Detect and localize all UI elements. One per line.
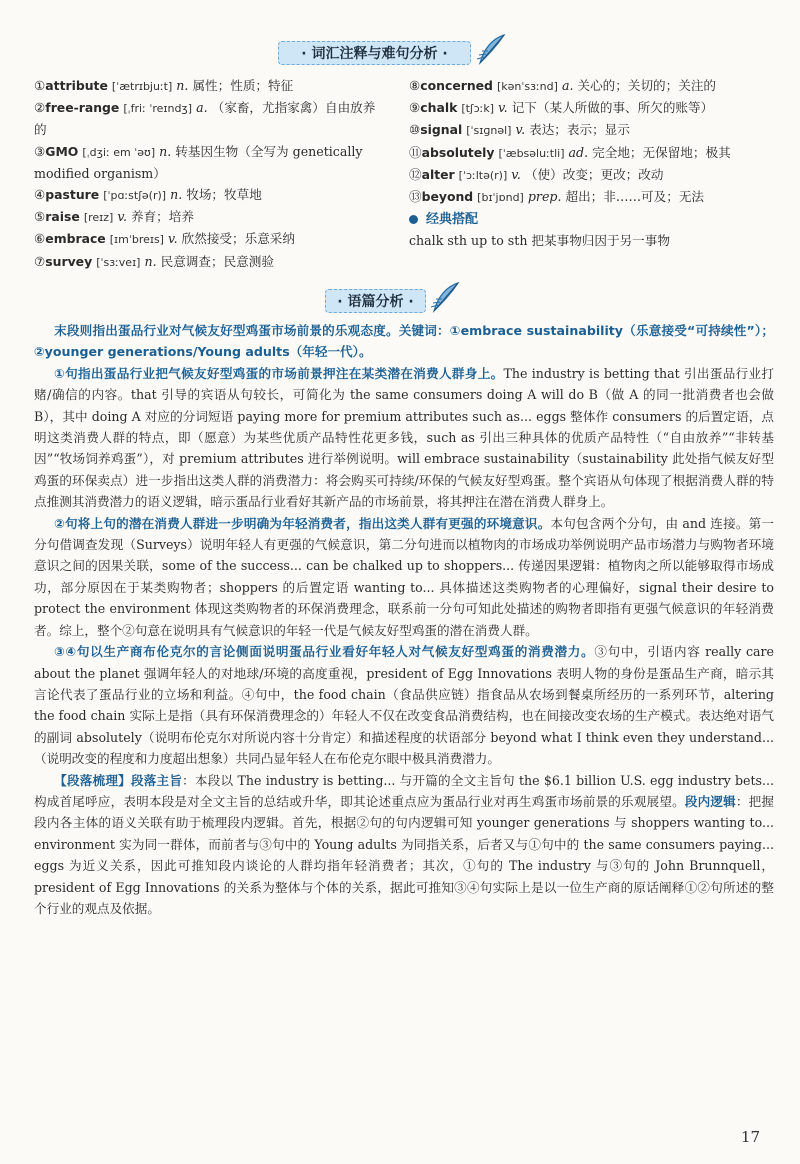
- phonetic: [bɪˈjɒnd]: [477, 191, 524, 205]
- definition: 表达；表示；显示: [529, 122, 630, 138]
- phonetic: [reɪz]: [83, 211, 114, 225]
- part-of-speech: v.: [515, 122, 526, 138]
- page-number: 17: [741, 1128, 761, 1146]
- vocab-number: ⑪: [409, 144, 422, 160]
- definition: 养育；培养: [130, 209, 194, 225]
- phonetic: [ˌdʒiː em ˈəʊ]: [82, 145, 156, 159]
- headword: concerned: [420, 78, 493, 93]
- headword: embrace: [45, 231, 106, 247]
- analysis-paragraph-3: ③④句以生产商布伦克尔的言论侧面说明蛋品行业看好年轻人对气候友好型鸡蛋的消费潜力。③句中，引语内容 really care about the planet 强调年轻人的对地球/环境的高度重视，president of Egg Innovations 表明人物的身份是蛋品生产商，暗示其言论代表了蛋品行业的立场和利益。④句中，the food chain（食品供应链）指食品从农场到餐桌所经历的一系列环节，altering the food chain 实际上是指（具有环保消费理念的）年轻人不仅在改变食品消费结构，也在间接改变农场的生产模式。表达绝对语气的副词 absolutely（说明布伦克尔对所说内容十分肯定）和描述程度的状语部分 beyond what I think even they understand...（说明改变的程度和力度超出想象）共同凸显年轻人在布伦克尔眼中极具消费潜力。: [34, 644, 775, 767]
- collocation-heading-text: 经典搭配: [426, 212, 479, 228]
- part-of-speech: n.: [170, 187, 183, 203]
- part-of-speech: v.: [117, 209, 127, 225]
- vocab-entry: [34, 97, 386, 140]
- part-of-speech: a.: [561, 78, 574, 93]
- part-of-speech: ad.: [568, 144, 589, 160]
- collocation-heading: [409, 209, 769, 230]
- headword: attribute: [45, 78, 108, 93]
- discourse-analysis: [34, 320, 774, 919]
- vocab-number: ⑩: [409, 122, 421, 138]
- headword: chalk: [420, 100, 458, 116]
- part-of-speech: v.: [511, 166, 521, 182]
- definition: 记下（某人所做的事、所欠的账等）: [511, 100, 714, 116]
- headword: alter: [421, 166, 455, 182]
- definition: 欣然接受；乐意采纳: [181, 231, 295, 247]
- headword: survey: [45, 253, 93, 269]
- analysis-paragraph-1: ①句指出蛋品行业把气候友好型鸡蛋的市场前景押注在某类潜在消费人群身上。The industry is betting that 引出蛋品行业打赌/确信的内容。that 引导的宾语从句较长，可简化为 the same consumers doing A will do B（做 A 的同一批消费者也会做 B），其中 doing A 对应的分词短语 paying more for premium attributes such as... eggs 整体作 consumers 的后置定语，点明这类消费人群的特点，即（愿意）为某些优质产品特性花更多钱，such as 引出三种具体的优质产品特性（“自由放养”“非转基因”“牧场饲养鸡蛋”），对 premium attributes 进行举例说明。will embrace sustainability（sustainability 此处指气候友好型鸡蛋的环保卖点）进一步指出这类人群的消费潜力：将会购买可持续/环保的气候友好型鸡蛋。整个宾语从句体现了根据消费人群的特点推测其消费潜力的语义逻辑，暗示蛋品行业看好其新产品的市场前景，将其押注在潜在消费人群身上。: [34, 365, 774, 510]
- vocab-number: ⑨: [409, 100, 421, 116]
- vocab-number: ⑦: [34, 253, 46, 269]
- collocation-text: chalk sth up to sth 把某事物归因于另一事物: [409, 233, 670, 249]
- vocab-list-right: [409, 75, 769, 252]
- bullet-dot-icon: [409, 215, 418, 224]
- part-of-speech: v.: [498, 100, 508, 116]
- vocab-entry: [409, 97, 769, 119]
- definition: （家畜，尤指家禽）自由放养的: [34, 100, 376, 138]
- phonetic: [ˌfriː ˈreɪndʒ]: [123, 102, 193, 116]
- phonetic: [ɪmˈbreɪs]: [109, 233, 164, 247]
- vocab-number: ③: [34, 143, 46, 159]
- headword: absolutely: [421, 144, 495, 160]
- definition: 牧场；牧草地: [186, 187, 262, 203]
- analysis-paragraph-2: ②句将上句的潜在消费人群进一步明确为年轻消费者，指出这类人群有更强的环境意识。本句包含两个分句，由 and 连接。第一分句借调查发现（Surveys）说明年轻人有更强的气候意识，第二分句进而以植物肉的市场成功举例说明产品市场潜力与购物者环境意识之间的因果关联，some of the success... can be chalked up to shoppers... 传递因果逻辑：植物肉之所以能够取得市场成功，部分原因在于某类购物者；shoppers 的后置定语 wanting to... 具体描述这类购物者的心理偏好，signal their desire to protect the environment 体现这类购物者的环保消费理念，联系前一分句可知此处描述的购物者即指有更强气候意识的年轻消费者。综上，整个②句意在说明具有气候意识的年轻一代是气候友好型鸡蛋的潜在消费人群。: [34, 515, 774, 638]
- vocab-entry: [34, 251, 386, 273]
- definition: 超出；非……可及；无法: [565, 189, 705, 205]
- phonetic: [ˈætrɪbjuːt]: [111, 80, 173, 93]
- vocab-entry: [409, 164, 769, 186]
- definition: 属性；性质；特征: [192, 78, 294, 93]
- definition: 转基因生物（全写为 genetically modified organism）: [34, 143, 363, 181]
- part-of-speech: prep.: [527, 189, 562, 205]
- part-of-speech: a.: [196, 100, 208, 116]
- vocab-number: ⑬: [409, 189, 422, 205]
- phonetic: [ˈɔːltə(r)]: [458, 168, 508, 182]
- headword: free-range: [45, 100, 120, 116]
- headword: beyond: [421, 189, 474, 205]
- phonetic: [ˈæbsəluːtli]: [498, 146, 565, 160]
- headword: GMO: [45, 143, 79, 159]
- part-of-speech: n.: [176, 78, 189, 93]
- vocab-entry: [409, 142, 769, 164]
- phonetic: [tʃɔːk]: [461, 102, 495, 116]
- headword: pasture: [45, 187, 100, 203]
- headword: raise: [45, 209, 80, 225]
- quill-pen-icon: [428, 281, 462, 315]
- vocab-number: ⑫: [409, 166, 422, 182]
- phonetic: [ˈsɜːveɪ]: [96, 255, 141, 269]
- part-of-speech: n.: [159, 143, 172, 159]
- definition: 民意调查；民意测验: [160, 253, 274, 269]
- vocab-number: ④: [34, 187, 46, 203]
- vocab-number: ⑤: [34, 209, 46, 225]
- vocab-entry: [34, 141, 386, 184]
- analysis-intro: 末段则指出蛋品行业对气候友好型鸡蛋市场前景的乐观态度。关键词：①embrace sustainability（乐意接受“可持续性”）；②younger generations/Young adults（年轻一代）。: [34, 323, 774, 360]
- vocab-entry: [34, 75, 386, 97]
- vocab-entry: [34, 206, 386, 228]
- part-of-speech: n.: [144, 253, 157, 269]
- vocab-entry: [34, 184, 386, 206]
- part-of-speech: v.: [168, 231, 178, 247]
- vocab-entry: [409, 75, 769, 97]
- vocab-number: ①: [34, 78, 46, 93]
- quill-pen-icon: [474, 33, 508, 67]
- paragraph-summary: 【段落梳理】段落主旨：本段以 The industry is betting... 与开篇的全文主旨句 the $6.1 billion U.S. egg industry bets... 构成首尾呼应，表明本段是对全文主旨的总结或升华，即其论述重点应为蛋品行业对再生鸡蛋市场前景的乐观展望。段内逻辑：把握段内各主体的语义关联有助于梳理段内逻辑。首先，根据②句的句内逻辑可知 younger generations 与 shoppers wanting to... environment 实为同一群体，而前者与③句中的 Young adults 为同指关系，后者又与①句中的 the same consumers paying... eggs 为近义关系，因此可推知段内谈论的人群均指年轻消费者；其次，①句的 The industry 与③句的 John Brunnquell，president of Egg Innovations 的关系为整体与个体的关系，据此可推知③④句实际上是以一位生产商的原话阐释①②句所述的整个行业的观点及依据。: [34, 772, 775, 916]
- vocab-entry: [409, 186, 769, 208]
- phonetic: [ˈpɑːstʃə(r)]: [103, 189, 167, 203]
- vocab-number: ⑧: [409, 78, 421, 93]
- phonetic: [ˈsɪɡnəl]: [466, 124, 512, 138]
- analysis-section-heading: · 语篇分析 ·: [325, 289, 426, 313]
- definition: （使）改变；更改；改动: [524, 166, 664, 182]
- definition: 完全地；无保留地；极其: [592, 144, 731, 160]
- phonetic: [kənˈsɜːnd]: [496, 80, 558, 93]
- headword: signal: [420, 122, 463, 138]
- vocab-number: ②: [34, 100, 46, 116]
- vocab-number: ⑥: [34, 231, 46, 247]
- vocab-list-left: [34, 75, 386, 273]
- vocab-entry: [34, 228, 386, 250]
- vocab-entry: [409, 119, 769, 141]
- definition: 关心的；关切的；关注的: [577, 78, 716, 93]
- vocab-section-heading: · 词汇注释与难句分析 ·: [278, 41, 471, 65]
